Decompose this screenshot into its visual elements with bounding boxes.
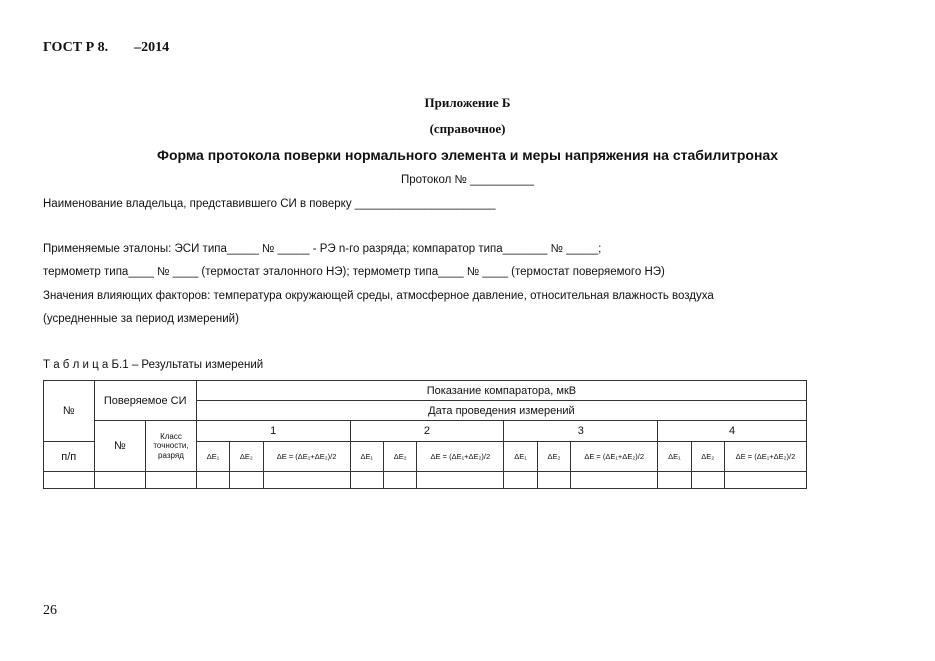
delta-e2-header: ΔE₂	[537, 442, 570, 472]
table-cell	[230, 472, 263, 489]
appendix-type: (справочное)	[429, 121, 506, 136]
table-cell	[417, 472, 504, 489]
table-cell	[44, 472, 95, 489]
etalons-line: Применяемые эталоны: ЭСИ типа_____ № _____ - РЭ n-го разряда; компаратор типа_______ № _____;	[43, 243, 602, 255]
table-cell	[537, 472, 570, 489]
table-cell	[691, 472, 724, 489]
date-group-2: 2	[350, 421, 504, 442]
owner-line: Наименование владельца, представившего СИ в поверку ______________________	[43, 198, 496, 210]
table-cell	[196, 472, 229, 489]
delta-e1-header: ΔE₁	[658, 442, 691, 472]
date-group-3: 3	[504, 421, 658, 442]
table-cell	[146, 472, 197, 489]
table-cell	[724, 472, 806, 489]
protocol-number-line: Протокол № __________	[400, 174, 535, 186]
form-title: Форма протокола поверки нормального элемента и меры напряжения на стабилитронах	[157, 147, 778, 163]
document-header	[43, 40, 169, 56]
delta-e-mean-header: ΔE = (ΔE₁+ΔE₂)/2	[263, 442, 350, 472]
table-cell	[94, 472, 146, 489]
table-cell	[571, 472, 658, 489]
delta-e2-header: ΔE₂	[383, 442, 416, 472]
table-cell	[658, 472, 691, 489]
date-group-4: 4	[658, 421, 807, 442]
table-cell	[263, 472, 350, 489]
accuracy-class-header: Класс точности, разряд	[146, 421, 197, 472]
delta-e1-header: ΔE₁	[504, 442, 537, 472]
results-table	[43, 380, 807, 489]
delta-e1-header: ΔE₁	[196, 442, 229, 472]
page-number: 26	[43, 603, 57, 618]
verified-instrument-header: Поверяемое СИ	[94, 381, 196, 421]
delta-e-mean-header: ΔE = (ΔE₁+ΔE₂)/2	[571, 442, 658, 472]
factors-line: Значения влияющих факторов: температура окружающей среды, атмосферное давление, относительная влажность воздуха	[43, 290, 714, 302]
date-group-1: 1	[196, 421, 350, 442]
standard-code: ГОСТ Р 8.	[43, 40, 109, 55]
measurement-date-header: Дата проведения измерений	[196, 401, 806, 421]
table-row	[44, 472, 807, 489]
delta-e-mean-header: ΔE = (ΔE₁+ΔE₂)/2	[417, 442, 504, 472]
delta-e2-header: ΔE₂	[230, 442, 263, 472]
thermometer-line: термометр типа____ № ____ (термостат эталонного НЭ); термометр типа____ № ____ (термостат поверяемого НЭ)	[43, 266, 665, 278]
delta-e1-header: ΔE₁	[350, 442, 383, 472]
comparator-reading-header: Показание компаратора, мкВ	[196, 381, 806, 401]
delta-e-mean-header: ΔE = (ΔE₁+ΔE₂)/2	[724, 442, 806, 472]
table-cell	[383, 472, 416, 489]
table-cell	[504, 472, 537, 489]
factors-line-note: (усредненные за период измерений)	[43, 313, 239, 325]
row-number-subheader: п/п	[44, 442, 95, 472]
row-number-header: №	[44, 381, 95, 442]
delta-e2-header: ΔE₂	[691, 442, 724, 472]
table-cell	[350, 472, 383, 489]
standard-year: –2014	[134, 40, 170, 55]
table-caption: Т а б л и ц а Б.1 – Результаты измерений	[43, 359, 264, 371]
appendix-title: Приложение Б	[424, 95, 511, 110]
instrument-number-header: №	[94, 421, 146, 472]
